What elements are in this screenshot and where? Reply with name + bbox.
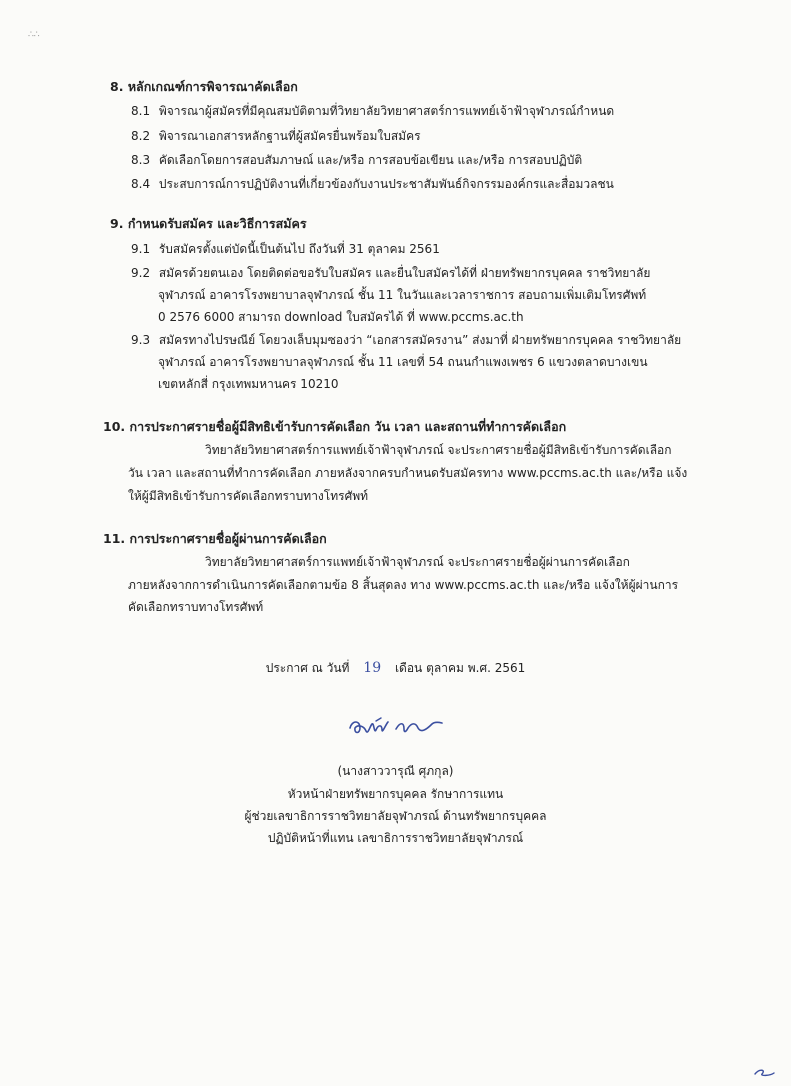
item-number: 8.1 (131, 104, 151, 118)
item-text: รับสมัครตั้งแต่บัดนี้เป็นต้นไป ถึงวันที่ 31 ตุลาคม 2561 (158, 242, 440, 256)
section-8-heading (110, 77, 298, 97)
section-8-title: หลักเกณฑ์การพิจารณาคัดเลือก (127, 79, 298, 94)
item-number: 9.2 (131, 266, 151, 280)
section-11-line-1: วิทยาลัยวิทยาศาสตร์การแพทย์เจ้าฟ้าจุฬาภรณ์ จะประกาศรายชื่อผู้ผ่านการคัดเลือก (205, 555, 630, 569)
date-day: 19 (363, 660, 382, 676)
item-number: 9.3 (131, 333, 151, 347)
signatory-name: (นางสาววารุณี ศุภกุล) (337, 764, 454, 778)
month-label: เดือน (394, 661, 423, 675)
section-11-title: การประกาศรายชื่อผู้ผ่านการคัดเลือก (129, 531, 327, 546)
section-8-item-2 (131, 127, 421, 146)
date-month: ตุลาคม (426, 661, 464, 675)
section-8-number: 8. (110, 79, 124, 94)
item-text: พิจารณาเอกสารหลักฐานที่ผู้สมัครยื่นพร้อมใบสมัคร (158, 129, 421, 143)
signatory-title-1: หัวหน้าฝ่ายทรัพยากรบุคคล รักษาการแทน (287, 787, 504, 801)
section-10-title: การประกาศรายชื่อผู้มีสิทธิเข้ารับการคัดเลือก วัน เวลา และสถานที่ทำการคัดเลือก (129, 419, 567, 434)
item-text: ประสบการณ์การปฏิบัติงานที่เกี่ยวข้องกับงานประชาสัมพันธ์กิจกรรมองค์กรและสื่อมวลชน (158, 177, 614, 191)
year-label: พ.ศ. (467, 661, 491, 675)
section-10-line-2: วัน เวลา และสถานที่ทำการคัดเลือก ภายหลังจากครบกำหนดรับสมัครทาง www.pccms.ac.th และ/หรือ แจ้ง (128, 466, 688, 480)
section-9-item-2-line-3: 0 2576 6000 สามารถ download ใบสมัครได้ ที่ www.pccms.ac.th (158, 310, 524, 324)
signatory-title-3: ปฏิบัติหน้าที่แทน เลขาธิการราชวิทยาลัยจุฬาภรณ์ (267, 831, 524, 845)
section-10-line-3: ให้ผู้มีสิทธิเข้ารับการคัดเลือกทราบทางโทรศัพท์ (128, 489, 369, 503)
section-8-item-3 (131, 151, 582, 170)
scan-mark: ∴∴ (28, 30, 40, 40)
handwritten-page-mark (752, 1064, 778, 1080)
item-number: 8.3 (131, 153, 151, 167)
item-number: 8.2 (131, 129, 151, 143)
item-text: สมัครด้วยตนเอง โดยติดต่อขอรับใบสมัคร และยื่นใบสมัครได้ที่ ฝ่ายทรัพยากรบุคคล ราชวิทยาลัย (158, 266, 651, 280)
section-11-heading (103, 529, 327, 549)
section-8-item-4 (131, 175, 614, 194)
section-9-number: 9. (110, 216, 124, 231)
section-10-heading (103, 417, 566, 437)
section-9-title: กำหนดรับสมัคร และวิธีการสมัคร (127, 216, 307, 231)
section-11-number: 11. (103, 531, 126, 546)
section-9-item-3-line-2: จุฬาภรณ์ อาคารโรงพยาบาลจุฬาภรณ์ ชั้น 11 เลขที่ 54 ถนนกำแพงเพชร 6 แขวงตลาดบางเขน (158, 355, 648, 369)
handwritten-signature (346, 712, 446, 742)
item-number: 9.1 (131, 242, 151, 256)
item-number: 8.4 (131, 177, 151, 191)
signatory-title-2: ผู้ช่วยเลขาธิการราชวิทยาลัยจุฬาภรณ์ ด้านทรัพยากรบุคคล (244, 809, 547, 823)
section-8-item-1 (131, 102, 614, 121)
section-9-item-2-line-2: จุฬาภรณ์ อาคารโรงพยาบาลจุฬาภรณ์ ชั้น 11 ในวันและเวลาราชการ สอบถามเพิ่มเติมโทรศัพท์ (158, 288, 647, 302)
section-9-heading (110, 214, 307, 234)
date-prefix: ประกาศ ณ วันที่ (265, 661, 350, 675)
section-9-item-2 (131, 264, 650, 283)
section-9-item-1 (131, 240, 440, 259)
section-11-line-3: คัดเลือกทราบทางโทรศัพท์ (128, 600, 264, 614)
section-9-item-3 (131, 331, 681, 350)
section-11-line-2: ภายหลังจากการดำเนินการคัดเลือกตามข้อ 8 สิ้นสุดลง ทาง www.pccms.ac.th และ/หรือ แจ้งให้ผู้ผ่านการ (128, 578, 679, 592)
section-9-item-3-line-3: เขตหลักสี่ กรุงเทพมหานคร 10210 (158, 377, 339, 391)
announcement-date (0, 659, 791, 678)
section-10-number: 10. (103, 419, 126, 434)
item-text: คัดเลือกโดยการสอบสัมภาษณ์ และ/หรือ การสอบข้อเขียน และ/หรือ การสอบปฏิบัติ (158, 153, 583, 167)
item-text: สมัครทางไปรษณีย์ โดยวงเล็บมุมซองว่า “เอกสารสมัครงาน” ส่งมาที่ ฝ่ายทรัพยากรบุคคล ราชวิทยาลัย (158, 333, 682, 347)
section-10-line-1: วิทยาลัยวิทยาศาสตร์การแพทย์เจ้าฟ้าจุฬาภรณ์ จะประกาศรายชื่อผู้มีสิทธิเข้ารับการคัดเลือก (205, 443, 672, 457)
item-text: พิจารณาผู้สมัครที่มีคุณสมบัติตามที่วิทยาลัยวิทยาศาสตร์การแพทย์เจ้าฟ้าจุฬาภรณ์กำหนด (158, 104, 615, 118)
date-year: 2561 (494, 661, 526, 675)
